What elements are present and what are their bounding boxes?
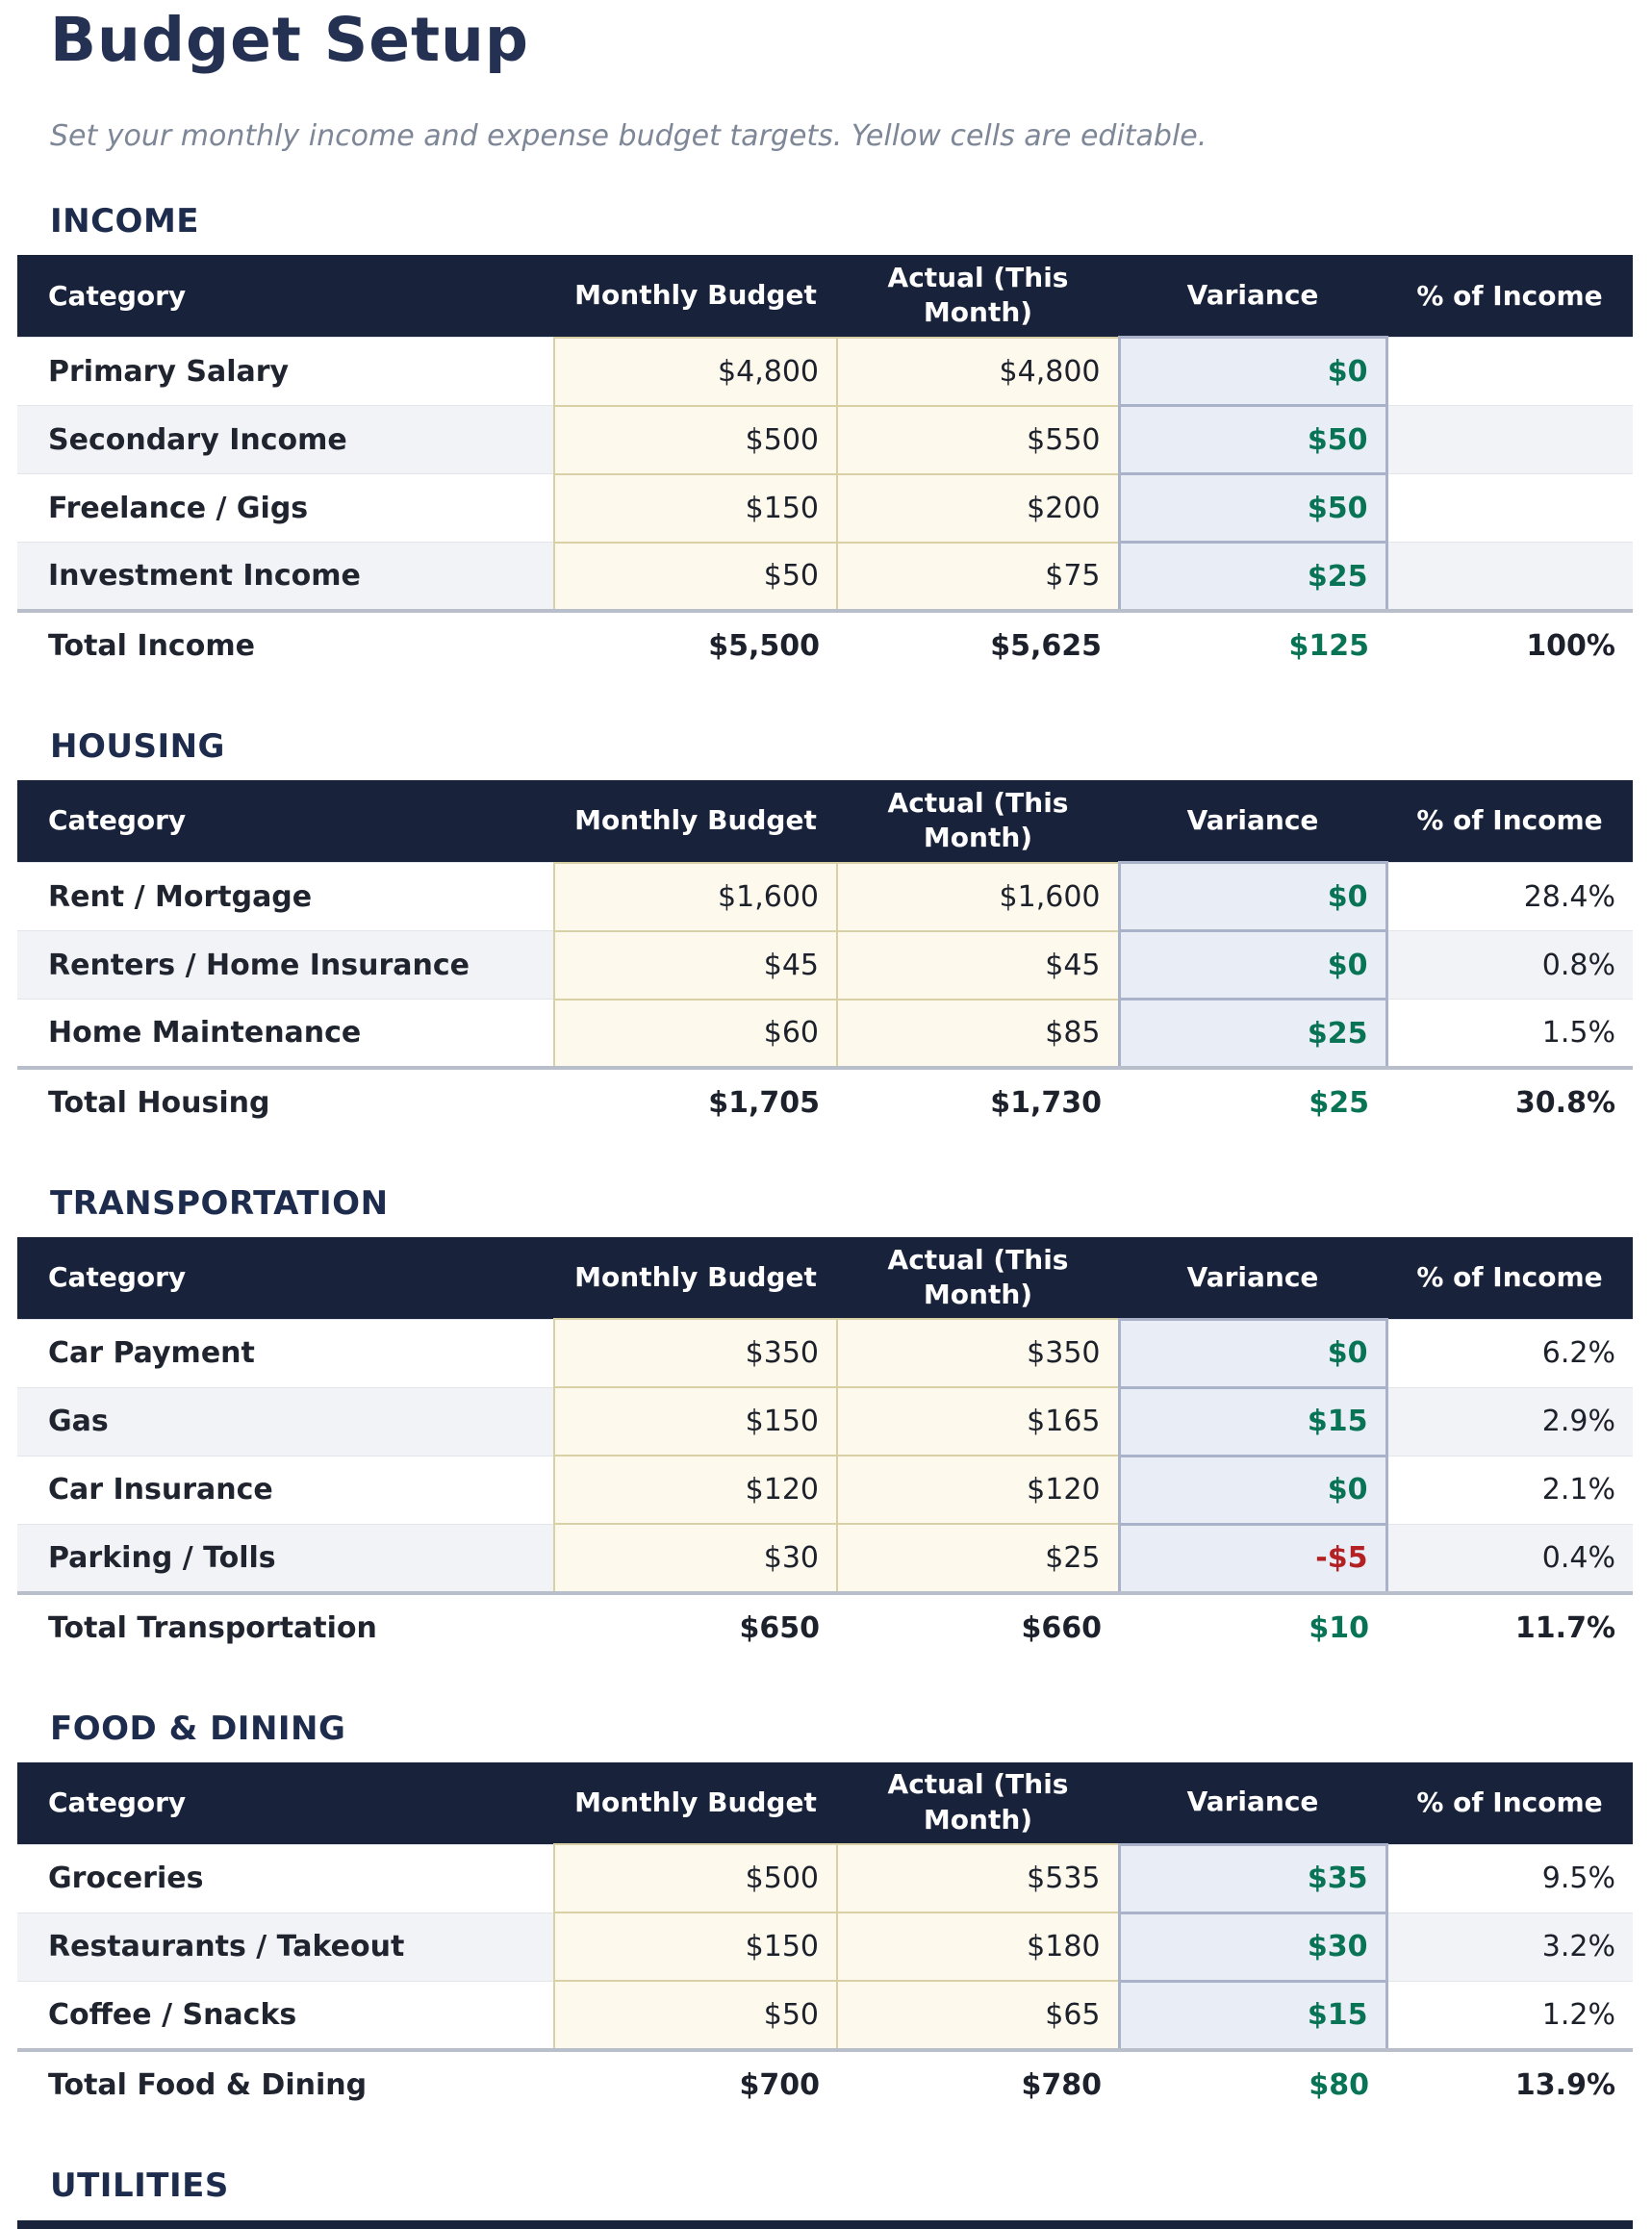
variance-cell: $25	[1119, 1000, 1386, 1069]
section-heading-utilities: UTILITIES	[50, 2166, 229, 2205]
pct-of-income-cell	[1386, 543, 1633, 612]
column-header-category: Category	[17, 255, 554, 338]
actual-cell: $660	[837, 1593, 1119, 1661]
category-cell: Car Insurance	[17, 1456, 554, 1524]
column-header-category: Category	[17, 1762, 554, 1845]
table-header-row	[17, 1237, 1633, 1320]
actual-cell[interactable]: $85	[837, 1000, 1119, 1069]
monthly-budget-cell[interactable]: $1,600	[554, 863, 837, 931]
variance-cell: $15	[1119, 1981, 1386, 2050]
monthly-budget-cell: $700	[554, 2050, 837, 2118]
actual-cell[interactable]: $550	[837, 406, 1119, 474]
category-cell: Coffee / Snacks	[17, 1981, 554, 2050]
income-table	[17, 255, 1633, 679]
variance-cell: $50	[1119, 406, 1386, 474]
section-food-dining	[17, 1710, 1633, 2118]
category-cell: Freelance / Gigs	[17, 474, 554, 543]
actual-cell[interactable]: $120	[837, 1456, 1119, 1524]
monthly-budget-cell[interactable]: $150	[554, 1387, 837, 1456]
actual-cell[interactable]: $1,600	[837, 863, 1119, 931]
column-header-actual: Actual (This Month)	[837, 1762, 1119, 1845]
variance-cell: $15	[1119, 1387, 1386, 1456]
actual-cell[interactable]: $25	[837, 1524, 1119, 1593]
actual-cell[interactable]: $200	[837, 474, 1119, 543]
variance-cell: $0	[1119, 863, 1386, 931]
total-row	[17, 1593, 1633, 1661]
pct-of-income-cell: 28.4%	[1386, 863, 1633, 931]
variance-cell: $30	[1119, 1912, 1386, 1981]
monthly-budget-cell[interactable]: $500	[554, 406, 837, 474]
monthly-budget-cell[interactable]: $120	[554, 1456, 837, 1524]
actual-cell[interactable]: $75	[837, 543, 1119, 612]
column-header-category: Category	[17, 780, 554, 863]
variance-cell: $0	[1119, 931, 1386, 1000]
variance-cell: $50	[1119, 474, 1386, 543]
table-row	[17, 338, 1633, 406]
table-row	[17, 474, 1633, 543]
variance-cell: $0	[1119, 1319, 1386, 1387]
actual-cell[interactable]: $165	[837, 1387, 1119, 1456]
variance-cell: $25	[1119, 543, 1386, 612]
monthly-budget-cell[interactable]: $150	[554, 474, 837, 543]
category-cell: Rent / Mortgage	[17, 863, 554, 931]
total-label-cell: Total Food & Dining	[17, 2050, 554, 2118]
variance-cell: $35	[1119, 1844, 1386, 1912]
section-income	[17, 202, 1633, 679]
category-cell: Renters / Home Insurance	[17, 931, 554, 1000]
category-cell: Parking / Tolls	[17, 1524, 554, 1593]
column-header-variance: Variance	[1119, 780, 1386, 863]
monthly-budget-cell[interactable]: $60	[554, 1000, 837, 1069]
column-header-category: Category	[17, 1237, 554, 1320]
column-header-actual: Actual (This Month)	[837, 780, 1119, 863]
page-subtitle: Set your monthly income and expense budget targets. Yellow cells are editable.	[50, 119, 1207, 154]
page	[0, 6, 1652, 2229]
transportation-table	[17, 1237, 1633, 1661]
column-header-pct-of-income: % of Income	[1386, 780, 1633, 863]
table-row	[17, 1844, 1633, 1912]
pct-of-income-cell: 11.7%	[1386, 1593, 1633, 1661]
table-row	[17, 1387, 1633, 1456]
column-header-variance: Variance	[1119, 1237, 1386, 1320]
table-row	[17, 543, 1633, 612]
column-header-monthly-budget: Monthly Budget	[554, 780, 837, 863]
table-header-row	[17, 780, 1633, 863]
table-header-row	[17, 255, 1633, 338]
total-row	[17, 2050, 1633, 2118]
monthly-budget-cell[interactable]: $150	[554, 1912, 837, 1981]
pct-of-income-cell: 3.2%	[1386, 1912, 1633, 1981]
pct-of-income-cell: 2.1%	[1386, 1456, 1633, 1524]
section-heading-income: INCOME	[50, 202, 200, 241]
pct-of-income-cell: 100%	[1386, 611, 1633, 679]
actual-cell: $1,730	[837, 1068, 1119, 1136]
table-row	[17, 1319, 1633, 1387]
pct-of-income-cell	[1386, 474, 1633, 543]
variance-cell: $0	[1119, 338, 1386, 406]
section-heading-transportation: TRANSPORTATION	[50, 1184, 389, 1224]
monthly-budget-cell[interactable]: $500	[554, 1844, 837, 1912]
monthly-budget-cell[interactable]: $350	[554, 1319, 837, 1387]
pct-of-income-cell	[1386, 338, 1633, 406]
column-header-variance: Variance	[1119, 1762, 1386, 1845]
actual-cell[interactable]: $350	[837, 1319, 1119, 1387]
table-row	[17, 1912, 1633, 1981]
column-header-pct-of-income: % of Income	[1386, 1762, 1633, 1845]
monthly-budget-cell[interactable]: $30	[554, 1524, 837, 1593]
section-heading-food-dining: FOOD & DINING	[50, 1709, 346, 1748]
variance-cell: $125	[1119, 611, 1386, 679]
monthly-budget-cell: $5,500	[554, 611, 837, 679]
variance-cell: $80	[1119, 2050, 1386, 2118]
actual-cell[interactable]: $4,800	[837, 338, 1119, 406]
column-header-actual: Actual (This Month)	[837, 255, 1119, 338]
section-housing	[17, 727, 1633, 1136]
monthly-budget-cell[interactable]: $50	[554, 543, 837, 612]
monthly-budget-cell: $650	[554, 1593, 837, 1661]
pct-of-income-cell: 1.5%	[1386, 1000, 1633, 1069]
actual-cell: $780	[837, 2050, 1119, 2118]
pct-of-income-cell: 6.2%	[1386, 1319, 1633, 1387]
actual-cell[interactable]: $535	[837, 1844, 1119, 1912]
column-header-actual: Actual (This Month)	[837, 1237, 1119, 1320]
variance-cell: $10	[1119, 1593, 1386, 1661]
column-header-variance: Variance	[1119, 255, 1386, 338]
category-cell: Gas	[17, 1387, 554, 1456]
pct-of-income-cell: 30.8%	[1386, 1068, 1633, 1136]
pct-of-income-cell: 1.2%	[1386, 1981, 1633, 2050]
total-row	[17, 1068, 1633, 1136]
total-label-cell: Total Income	[17, 611, 554, 679]
variance-cell: $25	[1119, 1068, 1386, 1136]
table-row	[17, 863, 1633, 931]
category-cell: Home Maintenance	[17, 1000, 554, 1069]
actual-cell[interactable]: $65	[837, 1981, 1119, 2050]
total-row	[17, 611, 1633, 679]
category-cell: Groceries	[17, 1844, 554, 1912]
monthly-budget-cell[interactable]: $4,800	[554, 338, 837, 406]
section-transportation	[17, 1184, 1633, 1661]
table-row	[17, 1000, 1633, 1069]
actual-cell: $5,625	[837, 611, 1119, 679]
utilities-table-header-strip	[17, 2220, 1633, 2229]
category-cell: Restaurants / Takeout	[17, 1912, 554, 1981]
housing-table	[17, 780, 1633, 1136]
actual-cell[interactable]: $180	[837, 1912, 1119, 1981]
column-header-monthly-budget: Monthly Budget	[554, 1237, 837, 1320]
section-heading-housing: HOUSING	[50, 727, 225, 767]
total-label-cell: Total Transportation	[17, 1593, 554, 1661]
pct-of-income-cell	[1386, 406, 1633, 474]
table-row	[17, 1981, 1633, 2050]
section-utilities	[17, 2166, 1633, 2229]
category-cell: Secondary Income	[17, 406, 554, 474]
pct-of-income-cell: 2.9%	[1386, 1387, 1633, 1456]
table-header-row	[17, 1762, 1633, 1845]
pct-of-income-cell: 13.9%	[1386, 2050, 1633, 2118]
monthly-budget-cell: $1,705	[554, 1068, 837, 1136]
page-title: Budget Setup	[50, 5, 530, 75]
category-cell: Car Payment	[17, 1319, 554, 1387]
category-cell: Primary Salary	[17, 338, 554, 406]
column-header-pct-of-income: % of Income	[1386, 255, 1633, 338]
table-row	[17, 1524, 1633, 1593]
table-row	[17, 931, 1633, 1000]
pct-of-income-cell: 0.4%	[1386, 1524, 1633, 1593]
table-row	[17, 406, 1633, 474]
monthly-budget-cell[interactable]: $50	[554, 1981, 837, 2050]
pct-of-income-cell: 9.5%	[1386, 1844, 1633, 1912]
category-cell: Investment Income	[17, 543, 554, 612]
column-header-pct-of-income: % of Income	[1386, 1237, 1633, 1320]
monthly-budget-cell[interactable]: $45	[554, 931, 837, 1000]
food-dining-table	[17, 1762, 1633, 2118]
variance-cell: $0	[1119, 1456, 1386, 1524]
column-header-monthly-budget: Monthly Budget	[554, 255, 837, 338]
variance-cell: -$5	[1119, 1524, 1386, 1593]
column-header-monthly-budget: Monthly Budget	[554, 1762, 837, 1845]
pct-of-income-cell: 0.8%	[1386, 931, 1633, 1000]
table-row	[17, 1456, 1633, 1524]
actual-cell[interactable]: $45	[837, 931, 1119, 1000]
total-label-cell: Total Housing	[17, 1068, 554, 1136]
